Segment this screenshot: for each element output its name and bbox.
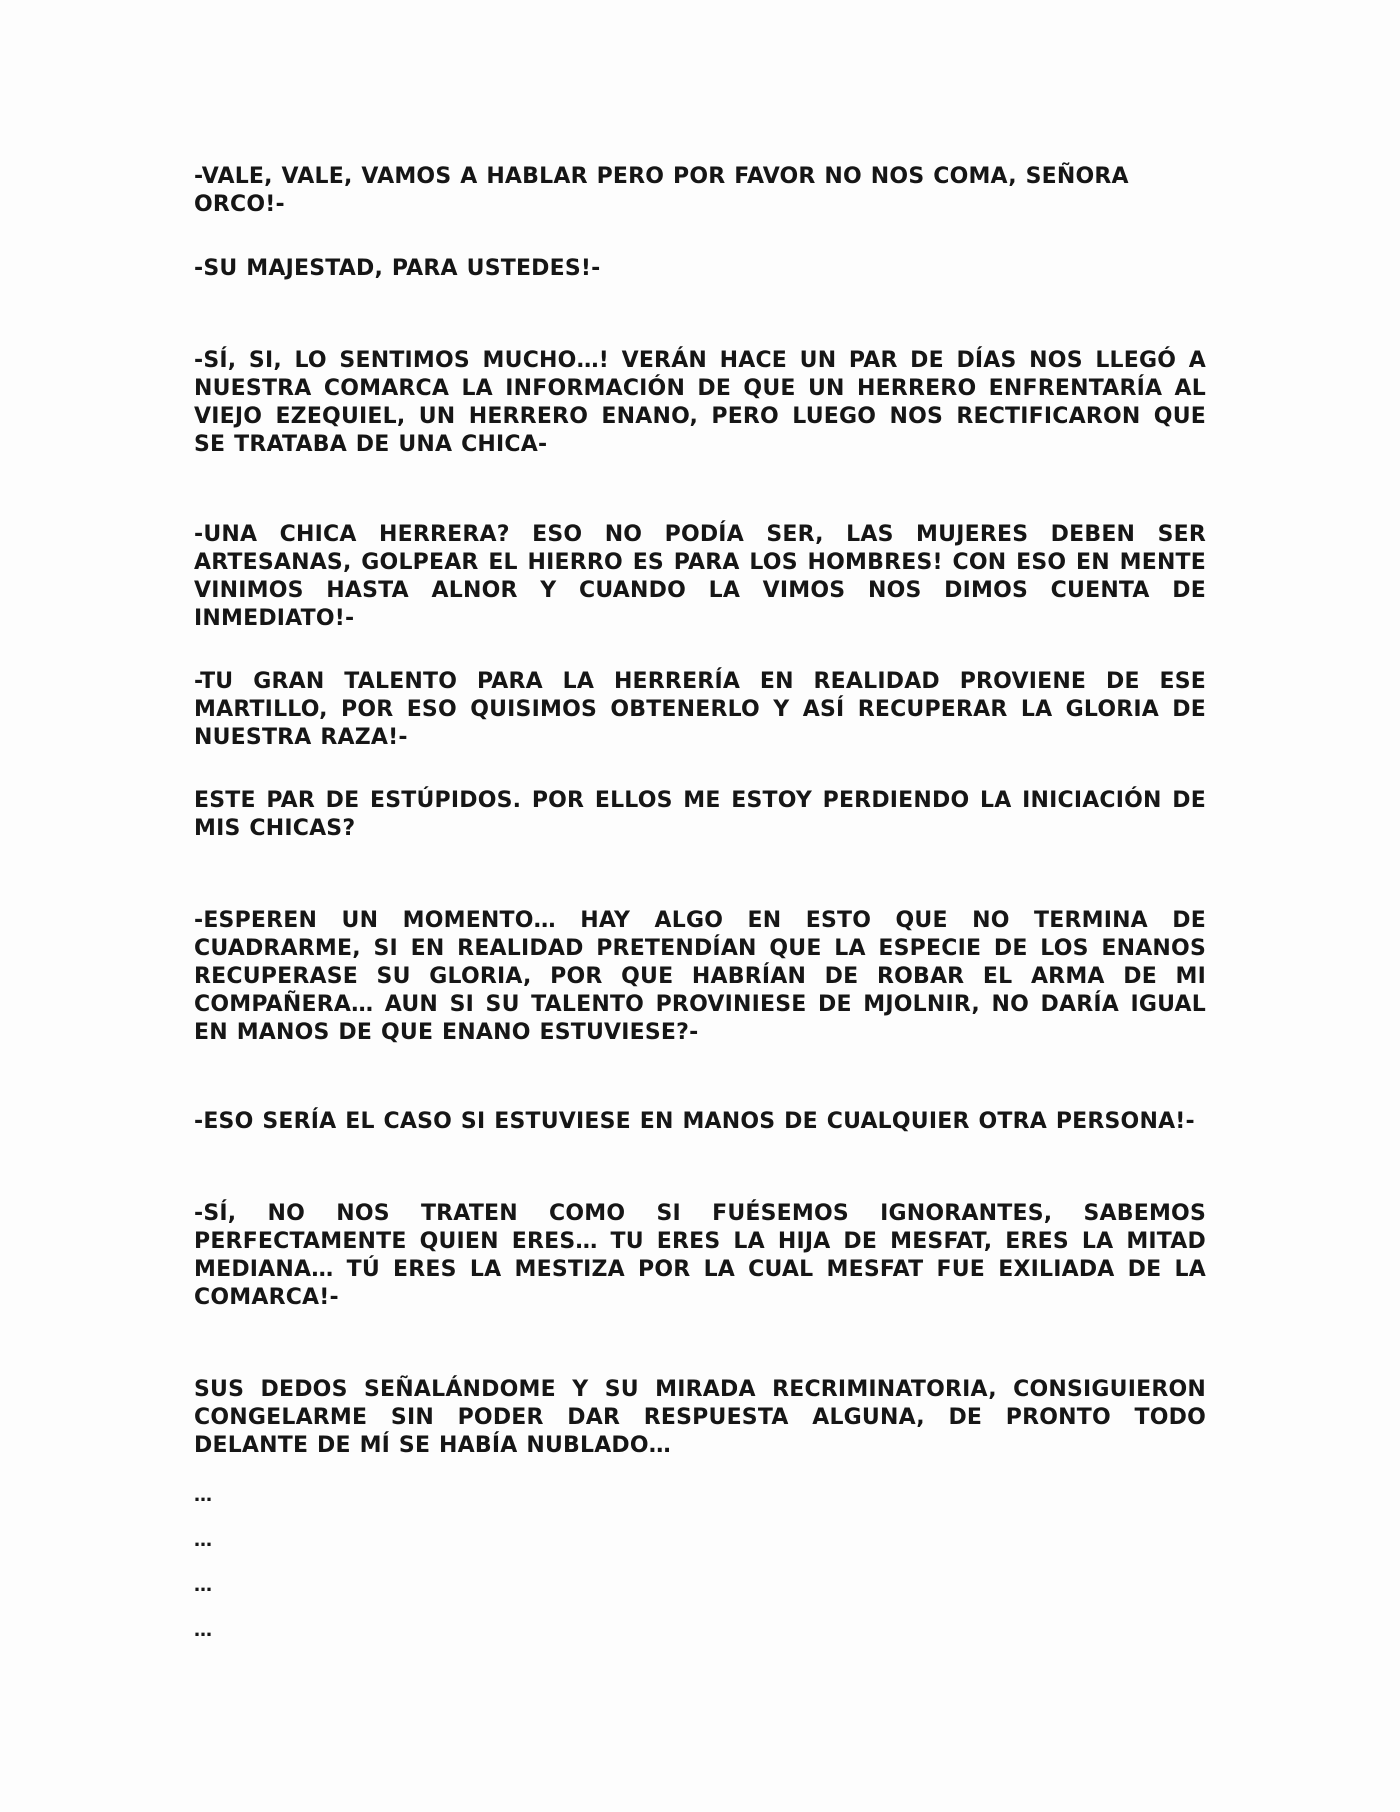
paragraph-3: -SÍ, SI, LO SENTIMOS MUCHO…! VERÁN HACE UN PAR DE DÍAS NOS LLEGÓ A NUESTRA COMARCA LA INFORMACIÓN DE QUE UN HERRERO ENFRENTARÍA AL VIEJO EZEQUIEL, UN HERRERO ENANO, PERO LUEGO NOS RECTIFICARON QUE SE TRATABA DE UNA CHICA- xyxy=(194,348,1206,457)
paragraph-7: -ESPEREN UN MOMENTO… HAY ALGO EN ESTO QUE NO TERMINA DE CUADRARME, SI EN REALIDAD PRETENDÍAN QUE LA ESPECIE DE LOS ENANOS RECUPERASE SU GLORIA, POR QUE HABRÍAN DE ROBAR EL ARMA DE MI COMPAÑERA… AUN SI SU TALENTO PROVINIESE DE MJOLNIR, NO DARÍA IGUAL EN MANOS DE QUE ENANO ESTUVIESE?- xyxy=(194,908,1206,1045)
paragraph-6: ESTE PAR DE ESTÚPIDOS. POR ELLOS ME ESTOY PERDIENDO LA INICIACIÓN DE MIS CHICAS? xyxy=(194,788,1206,841)
paragraph-8: -ESO SERÍA EL CASO SI ESTUVIESE EN MANOS DE CUALQUIER OTRA PERSONA!- xyxy=(194,1109,1195,1134)
paragraph-5: -TU GRAN TALENTO PARA LA HERRERÍA EN REALIDAD PROVIENE DE ESE MARTILLO, POR ESO QUISIMOS OBTENERLO Y ASÍ RECUPERAR LA GLORIA DE NUESTRA RAZA!- xyxy=(194,669,1206,750)
ellipsis-line-2: … xyxy=(194,1530,212,1551)
ellipsis-line-3: … xyxy=(194,1575,212,1596)
paragraph-1: -VALE, VALE, VAMOS A HABLAR PERO POR FAVOR NO NOS COMA, SEÑORA ORCO!- xyxy=(194,164,1129,217)
paragraph-2: -SU MAJESTAD, PARA USTEDES!- xyxy=(194,256,601,281)
ellipsis-line-4: … xyxy=(194,1620,212,1641)
paragraph-9: -SÍ, NO NOS TRATEN COMO SI FUÉSEMOS IGNORANTES, SABEMOS PERFECTAMENTE QUIEN ERES… TU ERES LA HIJA DE MESFAT, ERES LA MITAD MEDIANA… TÚ ERES LA MESTIZA POR LA CUAL MESFAT FUE EXILIADA DE LA COMARCA!- xyxy=(194,1201,1206,1310)
paragraph-4: -UNA CHICA HERRERA? ESO NO PODÍA SER, LAS MUJERES DEBEN SER ARTESANAS, GOLPEAR EL HIERRO ES PARA LOS HOMBRES! CON ESO EN MENTE VINIMOS HASTA ALNOR Y CUANDO LA VIMOS NOS DIMOS CUENTA DE INMEDIATO!- xyxy=(194,522,1206,631)
paragraph-10: SUS DEDOS SEÑALÁNDOME Y SU MIRADA RECRIMINATORIA, CONSIGUIERON CONGELARME SIN PODER DAR RESPUESTA ALGUNA, DE PRONTO TODO DELANTE DE MÍ SE HABÍA NUBLADO… xyxy=(194,1377,1206,1458)
ellipsis-line-1: … xyxy=(194,1485,212,1506)
